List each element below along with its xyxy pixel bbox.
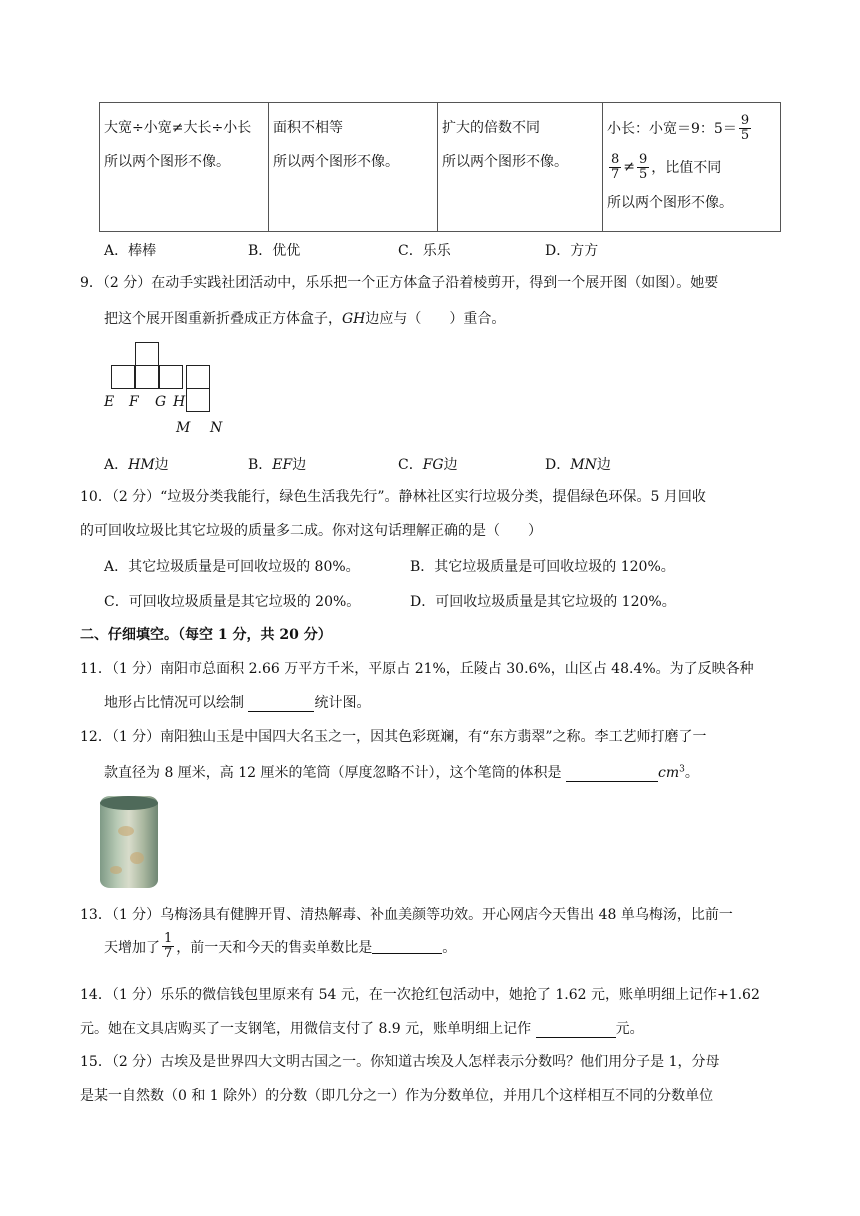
- cell-text: 扩大的倍数不同: [442, 120, 540, 136]
- option-text: 边: [292, 457, 307, 473]
- q10-stem-line1: 10．（2 分）“垃圾分类我能行，绿色生活我先行”。静林社区实行垃圾分类，提倡绿色环保。5 月回收: [80, 489, 706, 505]
- q12-stem-line1: 12．（1 分）南阳独山玉是中国四大名玉之一，因其色彩斑斓，有“东方翡翠”之称。李工艺师打磨了一: [80, 729, 707, 745]
- q8-option-d[interactable]: D．方方: [545, 243, 599, 259]
- vertex-label-e: E: [104, 394, 115, 410]
- denominator: 5: [740, 127, 750, 143]
- q9-edge-label: GH: [342, 311, 366, 327]
- net-square: [135, 342, 159, 366]
- vertex-label-n: N: [210, 420, 223, 436]
- q8-option-c[interactable]: C．乐乐: [398, 243, 451, 259]
- q14-text: 元。: [615, 1021, 644, 1037]
- compare-line: [607, 147, 776, 187]
- option-edge: FG: [422, 457, 444, 473]
- vertex-label-h: H: [173, 394, 186, 410]
- q13-text: 。: [442, 939, 457, 956]
- ratio-line: [607, 109, 776, 147]
- fraction: [637, 153, 649, 182]
- table-cell-2: [269, 103, 438, 232]
- option-letter: B．: [248, 457, 273, 473]
- vertex-label-g: G: [155, 394, 167, 410]
- comparison-table: [99, 102, 781, 232]
- q13-stem-line1: 13．（1 分）乌梅汤具有健脾开胃、清热解毒、补血美颜等功效。开心网店今天售出 48 单乌梅汤，比前一: [80, 907, 733, 923]
- q14-answer-blank[interactable]: [536, 1023, 616, 1038]
- numerator: 9: [639, 151, 648, 167]
- q12-text: 款直径为 8 厘米，高 12 厘米的笔筒（厚度忽略不计），这个笔筒的体积是: [104, 765, 566, 781]
- fraction: [609, 153, 621, 182]
- net-square: [186, 388, 210, 412]
- denominator: 5: [639, 166, 648, 182]
- option-letter: C．: [398, 457, 423, 473]
- vertex-label-m: M: [176, 420, 191, 436]
- q11-text: 统计图。: [314, 695, 371, 711]
- denominator: 7: [611, 166, 620, 182]
- q15-stem-line2: 是某一自然数（0 和 1 除外）的分数（即几分之一）作为分数单位，并用几个这样相互不同的分数单位: [80, 1088, 714, 1104]
- q11-stem-line1: 11．（1 分）南阳市总面积 2.66 万平方千米，平原占 21%，丘陵占 30.6%，山区占 48.4%。为了反映各种: [80, 661, 754, 677]
- net-square: [111, 365, 135, 389]
- q12-unit: cm: [657, 765, 680, 781]
- fraction: [739, 114, 751, 143]
- q14-stem-line2: [80, 1018, 644, 1038]
- q9-option-c[interactable]: [398, 454, 458, 474]
- q11-text: 地形占比情况可以绘制: [104, 695, 249, 711]
- cell-text: 面积不相等: [273, 120, 343, 136]
- q9-stem-text: 把这个展开图重新折叠成正方体盒子，: [104, 311, 342, 327]
- option-text: 边: [596, 457, 611, 473]
- q10-option-b[interactable]: B．其它垃圾质量是可回收垃圾的 120%。: [410, 559, 675, 575]
- q14-stem-line1: 14．（1 分）乐乐的微信钱包里原来有 54 元，在一次抢红包活动中，她抢了 1.62 元，账单明细上记作+1.62: [80, 987, 760, 1003]
- jade-pen-holder-image: [100, 796, 158, 888]
- option-text: 边: [154, 457, 169, 473]
- numerator: 9: [740, 112, 750, 128]
- option-letter: D．: [545, 457, 571, 473]
- net-square: [186, 365, 210, 389]
- q10-option-a[interactable]: A．其它垃圾质量是可回收垃圾的 80%。: [104, 559, 360, 575]
- q9-option-b[interactable]: [248, 454, 306, 474]
- cell-conclusion: 所以两个图形不像。: [104, 154, 230, 170]
- numerator: 8: [611, 151, 620, 167]
- q8-option-a[interactable]: A．棒棒: [104, 243, 157, 259]
- q14-text: 元。她在文具店购买了一支钢笔，用微信支付了 8.9 元，账单明细上记作: [80, 1021, 536, 1037]
- q11-stem-line2: [104, 692, 370, 712]
- q10-option-c[interactable]: C．可回收垃圾质量是其它垃圾的 20%。: [104, 594, 361, 610]
- compare-suffix: ，比值不同: [651, 160, 722, 176]
- q9-stem-line2: [104, 308, 505, 328]
- option-edge: MN: [570, 457, 597, 473]
- net-square: [159, 365, 183, 389]
- q10-stem-line2: 的可回收垃圾比其它垃圾的质量多二成。你对这句话理解正确的是（ ）: [80, 523, 542, 539]
- cell-text: 大宽÷小宽≠大长÷小长: [104, 120, 252, 136]
- q9-stem-line1: 9．（2 分）在动手实践社团活动中，乐乐把一个正方体盒子沿着棱剪开，得到一个展开图（如图）。她要: [80, 275, 719, 291]
- q13-answer-blank[interactable]: [372, 939, 442, 954]
- cell-conclusion: 所以两个图形不像。: [607, 195, 733, 211]
- net-square: [135, 365, 159, 389]
- not-equal-sign: ≠: [623, 159, 636, 175]
- q13-text: ，前一天和今天的售卖单数比是: [176, 939, 373, 956]
- cell-conclusion: 所以两个图形不像。: [273, 154, 399, 170]
- q10-option-d[interactable]: D．可回收垃圾质量是其它垃圾的 120%。: [410, 594, 676, 610]
- q13-text: 天增加了: [104, 939, 160, 956]
- option-edge: EF: [272, 457, 293, 473]
- q12-answer-blank[interactable]: [566, 767, 658, 782]
- q8-option-b[interactable]: B．优优: [248, 243, 301, 259]
- ratio-prefix: 小长：小宽＝9：5＝: [607, 121, 737, 137]
- q9-option-d[interactable]: [545, 454, 611, 474]
- cell-conclusion: 所以两个图形不像。: [442, 154, 568, 170]
- denominator: 7: [164, 946, 173, 961]
- option-edge: HM: [128, 457, 155, 473]
- q12-text: 。: [684, 765, 699, 781]
- section-heading: 二、仔细填空。（每空 1 分，共 20 分）: [80, 627, 332, 643]
- table-cell-4: [603, 103, 781, 232]
- table-cell-3: [438, 103, 603, 232]
- q13-stem-line2: [104, 932, 456, 961]
- q15-stem-line1: 15．（2 分）古埃及是世界四大文明古国之一。你知道古埃及人怎样表示分数吗？他们用分子是 1，分母: [80, 1054, 720, 1070]
- q11-answer-blank[interactable]: [248, 697, 314, 712]
- cube-net-figure: [100, 336, 230, 441]
- q12-stem-line2: [104, 762, 699, 782]
- q9-option-a[interactable]: [104, 454, 169, 474]
- vertex-label-f: F: [129, 394, 139, 410]
- option-letter: A．: [104, 457, 129, 473]
- option-text: 边: [443, 457, 458, 473]
- q9-stem-text: 边应与（ ）重合。: [365, 311, 506, 327]
- q12-unit-exponent: 3: [679, 764, 685, 775]
- numerator: 1: [164, 931, 173, 946]
- fraction: [162, 932, 174, 961]
- table-cell-1: [100, 103, 269, 232]
